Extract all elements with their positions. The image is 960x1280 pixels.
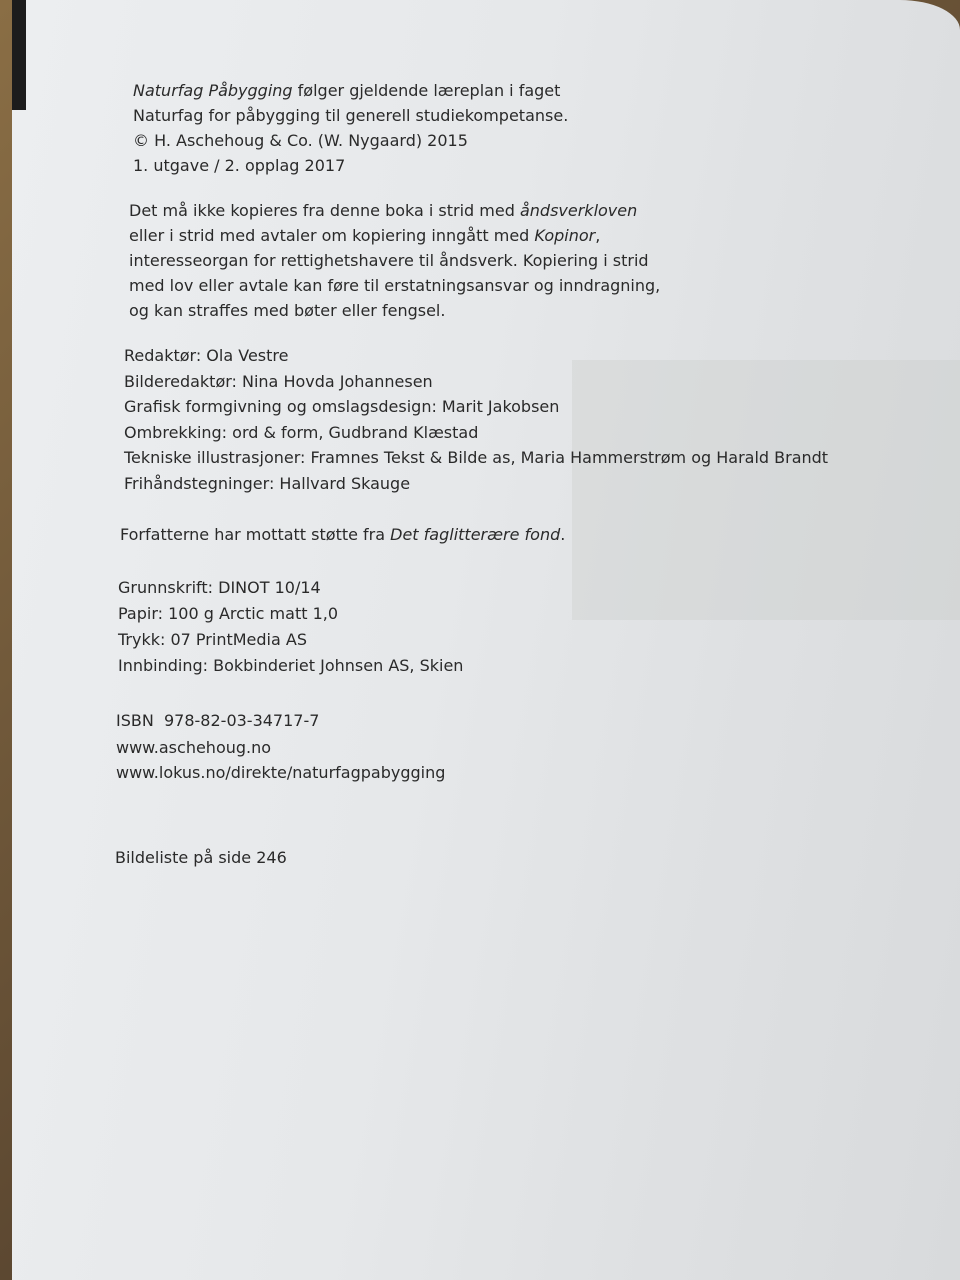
credit-line: Ombrekking: ord & form, Gudbrand Klæstad: [124, 422, 479, 442]
curriculum-line-2: Naturfag for påbygging til generell studiekompetanse.: [133, 106, 569, 125]
credit-line: Redaktør: Ola Vestre: [124, 346, 289, 365]
production-line: Papir: 100 g Arctic matt 1,0: [118, 604, 339, 623]
credits-list: [124, 343, 828, 497]
curriculum-line: Naturfag Påbygging følger gjeldende læreplan i faget: [133, 81, 561, 100]
book-spine-edge: [12, 0, 26, 110]
resource-url: www.lokus.no/direkte/naturfagpabygging: [116, 763, 446, 782]
edition-line: 1. utgave / 2. opplag 2017: [133, 156, 346, 175]
isbn-and-links: [116, 708, 445, 785]
credit-line: Grafisk formgivning og omslagsdesign: Marit Jakobsen: [124, 397, 560, 417]
production-line: Trykk: 07 PrintMedia AS: [118, 630, 307, 649]
production-info: [118, 575, 463, 679]
isbn: ISBN 978-82-03-34717-7: [116, 711, 320, 730]
credit-line: Tekniske illustrasjoner: Framnes Tekst & Bilde as, Maria Hammerstrøm og Harald Brandt: [124, 448, 829, 468]
credit-line: Frihåndstegninger: Hallvard Skauge: [124, 473, 411, 493]
publisher-url: www.aschehoug.no: [116, 738, 272, 757]
credit-line: Bilderedaktør: Nina Hovda Johannesen: [124, 371, 433, 391]
production-line: Innbinding: Bokbinderiet Johnsen AS, Skien: [118, 656, 464, 675]
support-statement: Forfatterne har mottatt støtte fra Det faglitterære fond.: [120, 525, 566, 544]
picture-list-reference: Bildeliste på side 246: [115, 848, 287, 867]
copyright-line: © H. Aschehoug & Co. (W. Nygaard) 2015: [133, 131, 468, 150]
production-line: Grunnskrift: DINOT 10/14: [118, 578, 321, 597]
edition-info: [133, 78, 568, 178]
copyright-notice: Det må ikke kopieres fra denne boka i strid med åndsverkloven eller i strid med avtaler om kopiering inngått med Kopinor, interesseorgan for rettighetshavere til åndsverk. Kopiering i strid med lov eller avtale kan føre til erstatningsansvar og inndragning, og kan straffes med bøter eller fengsel.: [129, 201, 661, 320]
